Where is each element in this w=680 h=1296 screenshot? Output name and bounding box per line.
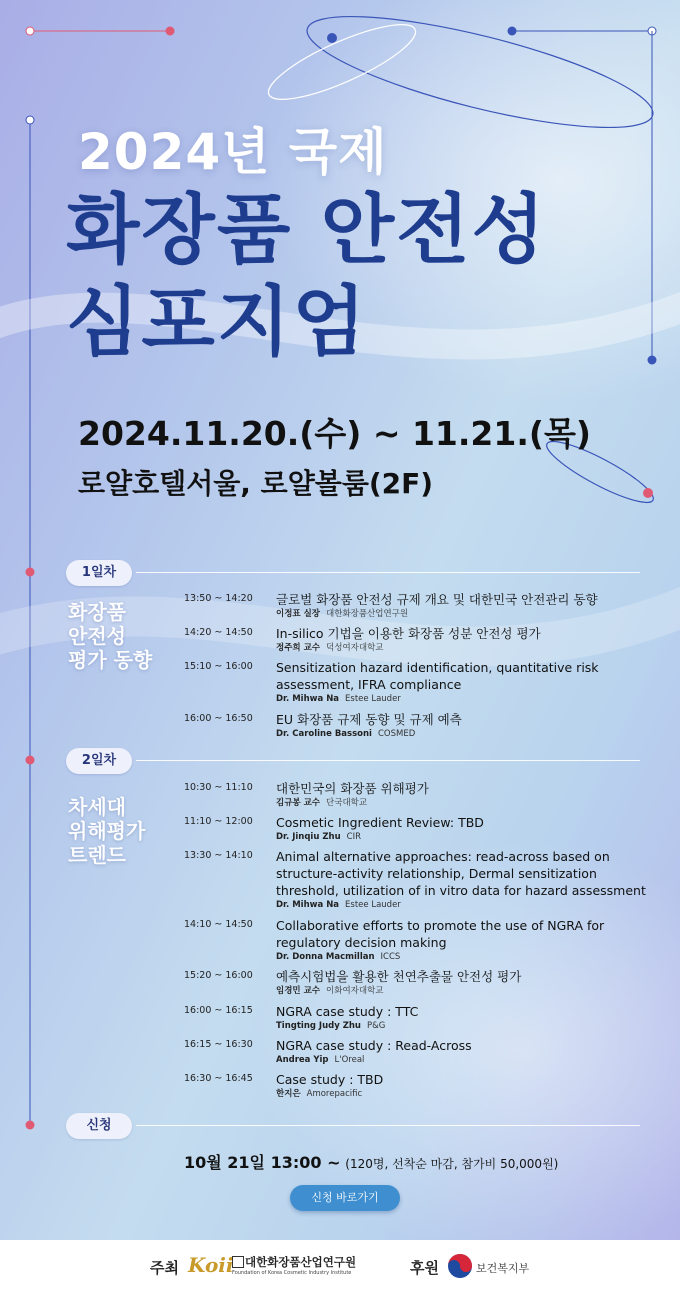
day2-title-line: 트렌드	[68, 843, 126, 867]
day1-divider	[136, 572, 640, 573]
session-time: 15:10 ~ 16:00	[184, 661, 253, 672]
registration-badge: 신청	[66, 1113, 132, 1139]
speaker-name: 이정표 실장	[276, 609, 321, 619]
session-time: 10:30 ~ 11:10	[184, 782, 253, 793]
deco-dot	[166, 27, 175, 36]
session-topic: 예측시험법을 활용한 천연추출물 안전성 평가	[276, 969, 522, 984]
apply-button[interactable]: 신청 바로가기	[290, 1185, 400, 1211]
host-name-en: Foundation of Korea Cosmetic Industry Institute	[232, 1270, 352, 1276]
session-topic: NGRA case study : TTC	[276, 1004, 419, 1019]
session-time: 11:10 ~ 12:00	[184, 816, 253, 827]
session-topic: 대한민국의 화장품 위해평가	[276, 781, 429, 796]
session-item	[184, 848, 654, 912]
host-name: 대한화장품산업연구원	[245, 1255, 357, 1269]
session-time: 14:20 ~ 14:50	[184, 627, 253, 638]
session-time: 13:30 ~ 14:10	[184, 850, 253, 861]
deco-dot	[26, 1121, 35, 1130]
footer	[0, 1240, 680, 1296]
session-item	[184, 625, 654, 655]
day1-title-line: 안전성	[68, 624, 126, 648]
day1-title	[68, 600, 178, 672]
session-speaker	[276, 608, 654, 621]
session-speaker	[276, 951, 654, 964]
taegeuk-icon	[447, 1253, 473, 1279]
session-speaker	[276, 728, 654, 741]
speaker-name: Dr. Donna Macmillan	[276, 952, 375, 962]
speaker-name: Dr. Mihwa Na	[276, 694, 340, 704]
speaker-affiliation: Estee Lauder	[345, 900, 401, 910]
speaker-name: 정주희 교수	[276, 643, 321, 653]
speaker-affiliation: ICCS	[380, 952, 401, 962]
deco-dot	[26, 568, 35, 577]
session-time: 16:15 ~ 16:30	[184, 1039, 253, 1050]
deco-dot	[648, 356, 657, 365]
event-date: 2024.11.20.(수) ~ 11.21.(목)	[78, 414, 591, 453]
session-speaker	[276, 1054, 654, 1067]
speaker-affiliation: Amorepacific	[306, 1089, 363, 1099]
session-speaker	[276, 693, 654, 706]
deco-dot	[26, 27, 34, 35]
title-main-line: 화장품 안전성	[66, 185, 547, 274]
speaker-name: 김규봉 교수	[276, 798, 321, 808]
speaker-name: 한지은	[276, 1089, 301, 1099]
day1-badge: 1일차	[66, 560, 132, 586]
speaker-name: Dr. Jinqiu Zhu	[276, 832, 341, 842]
session-time: 16:30 ~ 16:45	[184, 1073, 253, 1084]
session-time: 16:00 ~ 16:15	[184, 1005, 253, 1016]
session-item	[184, 968, 654, 998]
host-label: 주최	[150, 1259, 179, 1277]
session-topic: Animal alternative approaches: read-across based on structure-activity relationship, Dermal sensitization threshold, utilization of in vitro data for hazard assessment	[276, 849, 646, 898]
deco-dot	[508, 27, 517, 36]
session-speaker	[276, 1020, 654, 1033]
registration-info	[184, 1150, 558, 1173]
registration-date: 10월 21일 13:00 ~	[184, 1153, 341, 1172]
speaker-affiliation: 이화여자대학교	[326, 986, 384, 996]
session-topic: Cosmetic Ingredient Review: TBD	[276, 815, 484, 830]
session-item	[184, 917, 654, 964]
session-item	[184, 591, 654, 621]
event-venue: 로얄호텔서울, 로얄볼룸(2F)	[78, 467, 434, 500]
session-item	[184, 780, 654, 810]
session-topic: In-silico 기법을 이용한 화장품 성분 안전성 평가	[276, 626, 541, 641]
session-time: 16:00 ~ 16:50	[184, 713, 253, 724]
session-speaker	[276, 985, 654, 998]
session-item	[184, 711, 654, 741]
session-speaker	[276, 642, 654, 655]
speaker-affiliation: COSMED	[377, 729, 416, 739]
session-time: 13:50 ~ 14:20	[184, 593, 253, 604]
day1-title-line: 화장품	[68, 600, 126, 624]
deco-dot	[26, 756, 35, 765]
speaker-affiliation: 대한화장품산업연구원	[326, 609, 409, 619]
title-sub-line: 심포지엄	[66, 277, 368, 366]
speaker-affiliation: L'Oreal	[334, 1055, 365, 1065]
session-item	[184, 659, 654, 706]
session-topic: 글로벌 화장품 안전성 규제 개요 및 대한민국 안전관리 동향	[276, 592, 598, 607]
session-topic: Case study : TBD	[276, 1072, 384, 1087]
session-speaker	[276, 899, 654, 912]
deco-dot	[643, 488, 653, 498]
day2-title	[68, 795, 178, 867]
session-topic: Sensitization hazard identification, quantitative risk assessment, IFRA compliance	[276, 660, 599, 692]
speaker-name: Dr. Mihwa Na	[276, 900, 340, 910]
sponsor-name: 보건복지부	[476, 1262, 530, 1275]
registration-divider	[136, 1125, 640, 1126]
speaker-affiliation: 단국대학교	[326, 798, 368, 808]
day1-title-line: 평가 동향	[68, 648, 153, 672]
speaker-affiliation: P&G	[366, 1021, 386, 1031]
session-topic: Collaborative efforts to promote the use of NGRA for regulatory decision making	[276, 918, 605, 950]
speaker-name: Dr. Caroline Bassoni	[276, 729, 372, 739]
day2-title-line: 위해평가	[68, 819, 146, 843]
deco-dot	[327, 33, 337, 43]
session-speaker	[276, 1088, 654, 1101]
session-item	[184, 1071, 654, 1101]
speaker-affiliation: 덕성여자대학교	[326, 643, 384, 653]
session-item	[184, 814, 654, 844]
session-time: 15:20 ~ 16:00	[184, 970, 253, 981]
session-speaker	[276, 831, 654, 844]
session-speaker	[276, 797, 654, 810]
kfi-logo-icon	[232, 1256, 244, 1268]
sponsor-label: 후원	[410, 1259, 439, 1277]
deco-dot	[26, 116, 34, 124]
speaker-affiliation: Estee Lauder	[345, 694, 401, 704]
speaker-name: Andrea Yip	[276, 1055, 329, 1065]
session-item	[184, 1003, 654, 1033]
day2-badge: 2일차	[66, 748, 132, 774]
session-topic: EU 화장품 규제 동향 및 규제 예측	[276, 712, 462, 727]
session-topic: NGRA case study : Read-Across	[276, 1038, 472, 1053]
title-year-line: 2024년 국제	[78, 123, 388, 181]
koii-logo: Koii	[188, 1253, 234, 1277]
session-time: 14:10 ~ 14:50	[184, 919, 253, 930]
day2-divider	[136, 760, 640, 761]
speaker-name: 임경민 교수	[276, 986, 321, 996]
day2-title-line: 차세대	[68, 795, 126, 819]
speaker-affiliation: CIR	[346, 832, 361, 842]
session-item	[184, 1037, 654, 1067]
speaker-name: Tingting Judy Zhu	[276, 1021, 361, 1031]
registration-note: (120명, 선착순 마감, 참가비 50,000원)	[345, 1157, 559, 1171]
